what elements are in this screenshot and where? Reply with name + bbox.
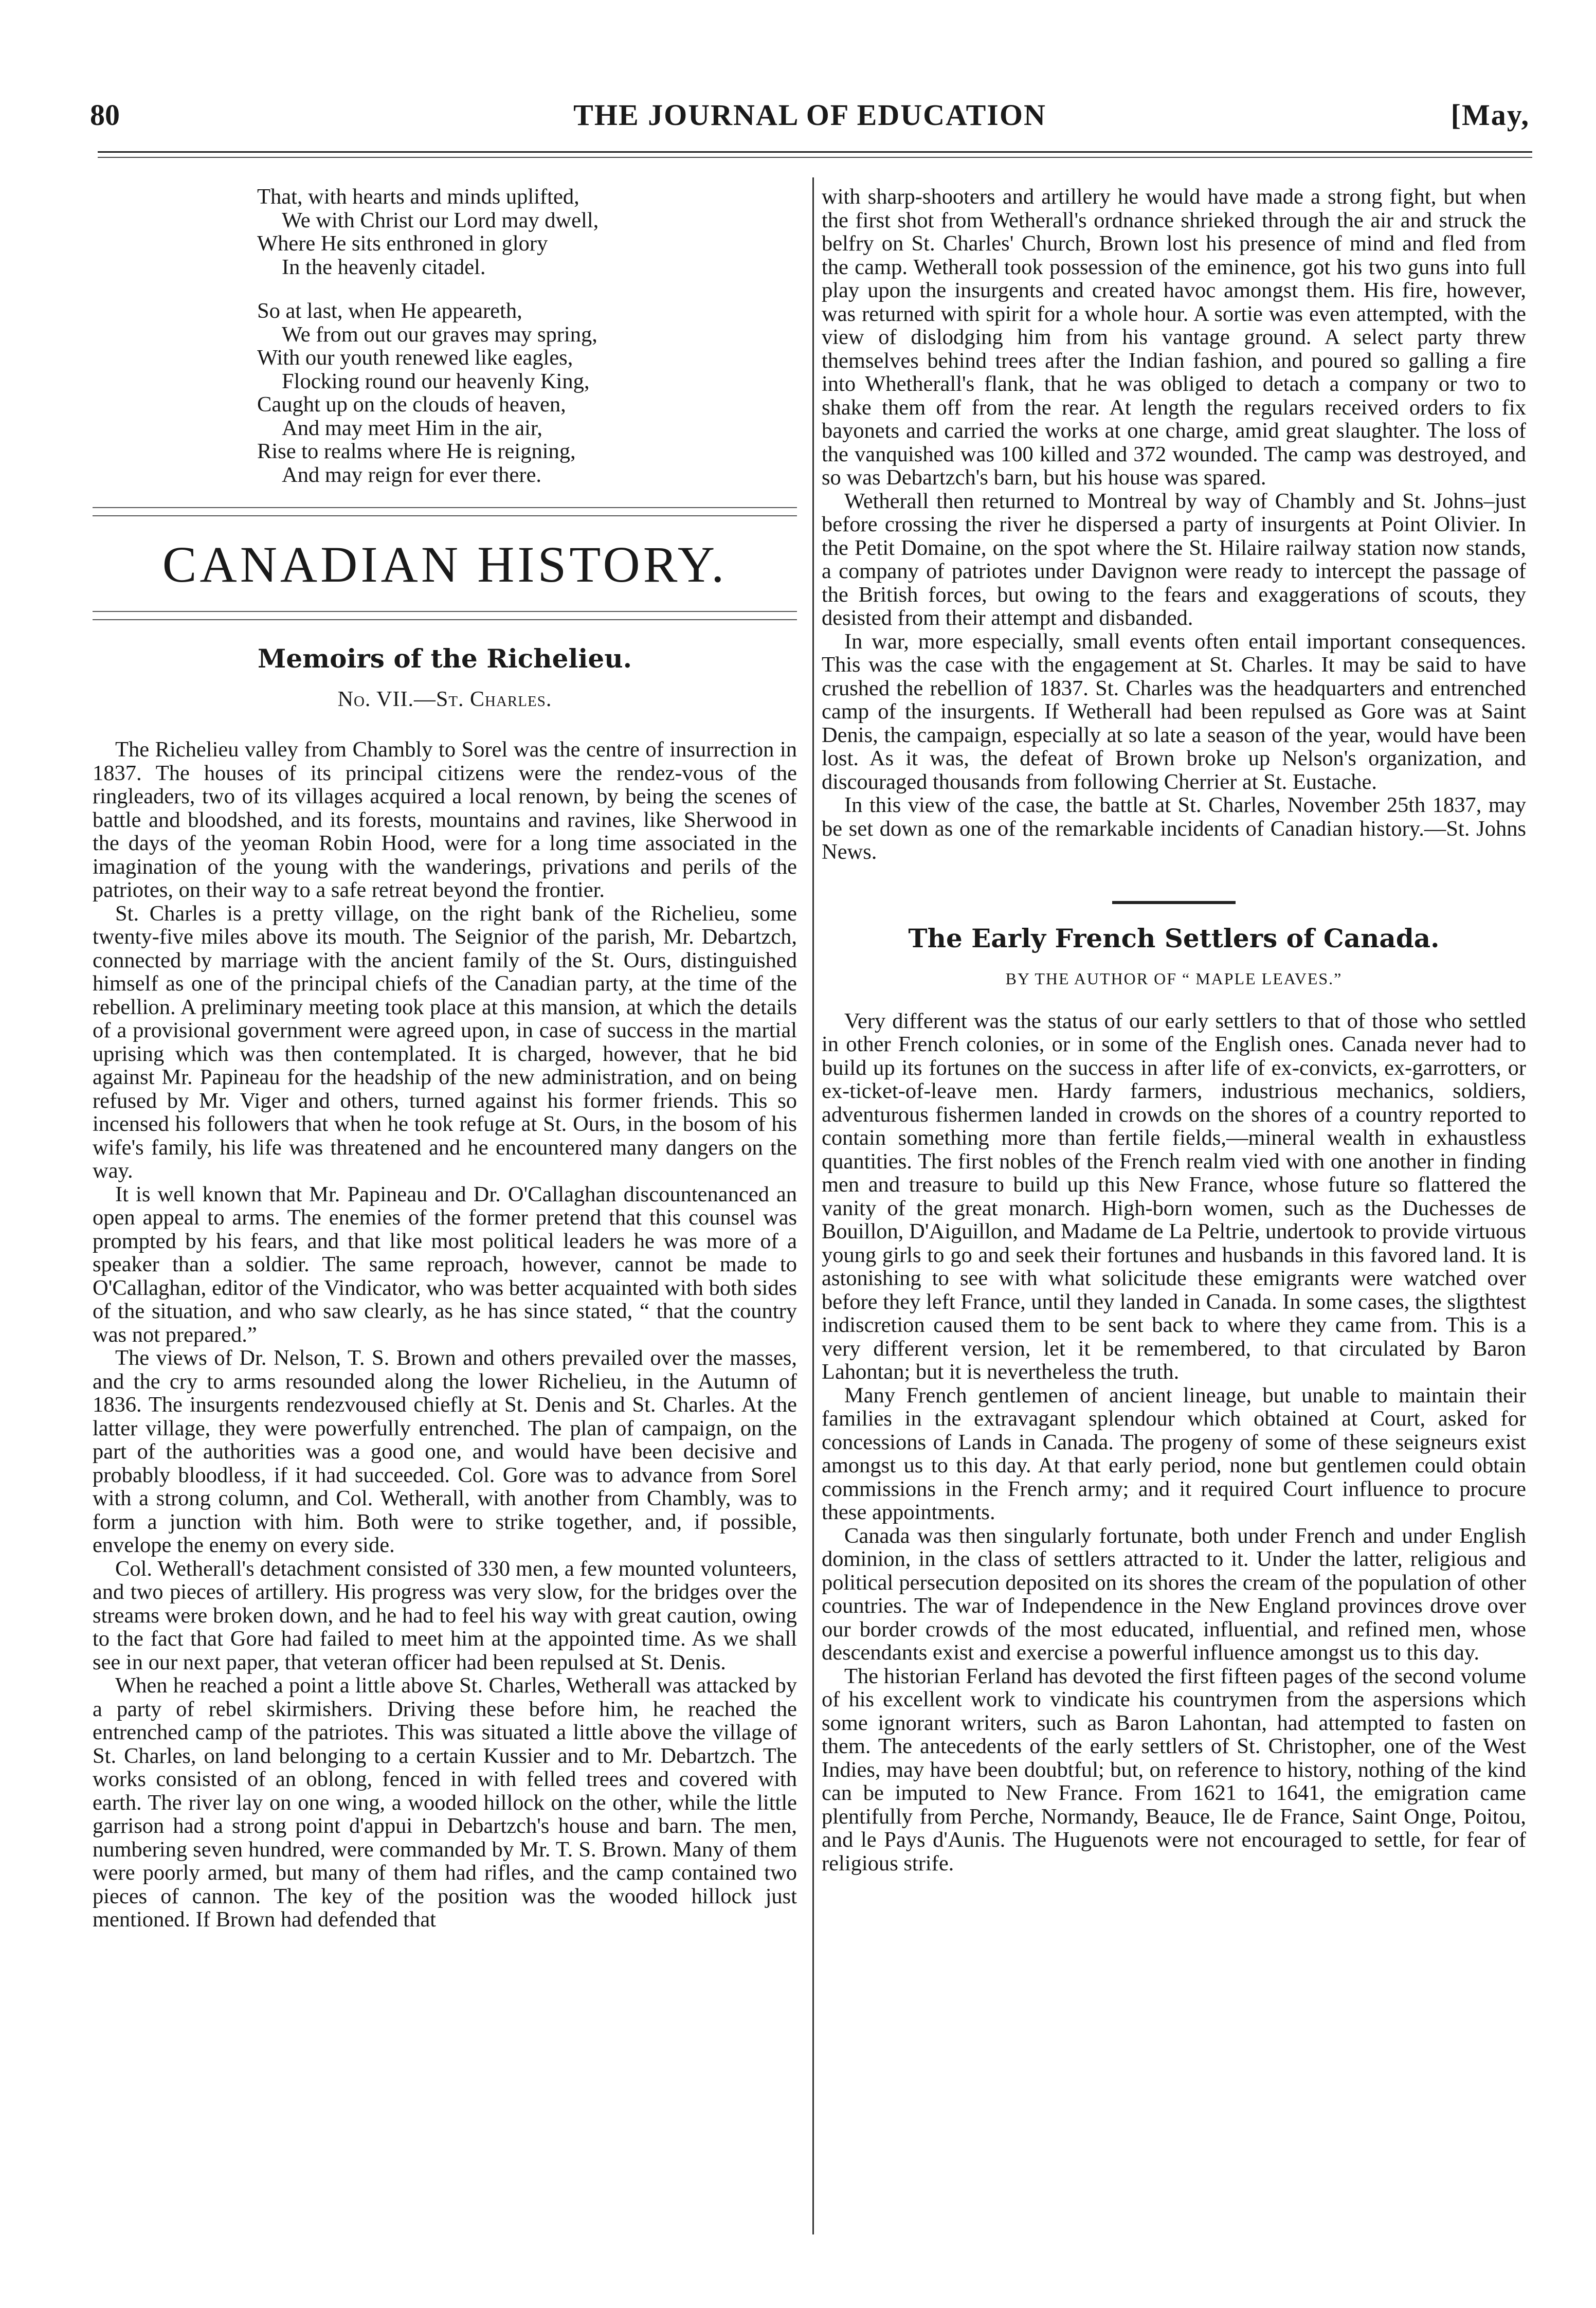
- paragraph: St. Charles is a pretty village, on the right bank of the Richelieu, some twenty-five miles above its mouth. The Seignior of the parish, Mr. Debartzch, connected by marriage with the ancient family of the St. Ours, distinguished himself as one of the principal chiefs of the Canadian party, at the time of the rebellion. A preliminary meeting took place at this mansion, at which the details of a provisional government were agreed upon, in case of success in the martial uprising which was then contemplated. It is charged, however, that he bid against Mr. Papineau for the headship of the new administration, and on being refused by Mr. Viger and others, turned against his former friends. This so incensed his followers that when he took refuge at St. Ours, in the bosom of his wife's family, his life was threatened and he encountered many dangers on the way.: [93, 901, 797, 1183]
- header-rule-thin: [98, 157, 1532, 158]
- article-title-memoirs: Memoirs of the Richelieu.: [258, 643, 632, 674]
- paragraph: Many French gentlemen of ancient lineage, but unable to maintain their families in the extravagant splendour which obtained at Court, asked for concessions of Lands in Canada. The progeny of some of these seigneurs exist amongst us to this day. At that early period, none but gentlemen could obtain commissions in the French army; and it required Court influence to procure these appointments.: [822, 1383, 1526, 1524]
- poem-stanza-2: [257, 299, 797, 486]
- poem-line: That, with hearts and minds uplifted,: [257, 185, 579, 209]
- poem-line: So at last, when He appeareth,: [257, 299, 522, 323]
- paragraph: Wetherall then returned to Montreal by way of Chambly and St. Johns–just before crossing the river he dispersed a party of insurgents at Point Olivier. In the Petit Domaine, on the spot where the St. Hilaire railway station now stands, a company of patriotes under Davignon were ready to intercept the passage of the British forces, but owing to the fears and exaggerations of scouts, they desisted from their attempt and disbanded.: [822, 489, 1526, 630]
- paragraph: The Richelieu valley from Chambly to Sorel was the centre of insurrection in 1837. The houses of its principal citizens were the rendez-vous of the ringleaders, two of its villages acquired a local renown, by being the scenes of battle and bloodshed, and its forests, mountains and ravines, like Sherwood in the days of the yeoman Robin Hood, were for a long time associated in the imagination of the young with the wanderings, privations and perils of the patriotes, on their way to a safe retreat beyond the frontier.: [93, 737, 797, 902]
- paragraph: Canada was then singularly fortunate, both under French and under English dominion, in the class of settlers attracted to it. Under the latter, religious and political persecution deposited on its shores the cream of the population of other countries. The war of Independence in the New England provinces drove over our border crowds of the most educated, influential, and refined men, whose descendants exist and exercise a powerful influence amongst us to this day.: [822, 1523, 1526, 1665]
- paragraph: with sharp-shooters and artillery he would have made a strong fight, but when the first shot from Wetherall's ordnance shrieked through the air and struck the belfry on St. Charles' Church, Brown lost his presence of mind and fled from the camp. Wetherall took possession of the eminence, got his two guns into full play upon the insurgents and created havoc amongst them. His fire, however, was returned with spirit for a whole hour. A sortie was even attempted, with the view of dislodging him from his vantage ground. A select party threw themselves behind trees after the Indian fashion, and poured so galling a fire into Whetherall's flank, that he was obliged to detach a company or two to shake them off from the rear. At length the regulars received orders to fix bayonets and carried the works at one charge, amid great slaughter. The loss of the vanquished was 100 killed and 372 wounded. The camp was destroyed, and so was Debartzch's barn, but his house was spared.: [822, 185, 1526, 490]
- poem-line: Where He sits enthroned in glory: [257, 231, 548, 256]
- paragraph: In this view of the case, the battle at St. Charles, November 25th 1837, may be set down as one of the remarkable incidents of Canadian history.—St. Johns News.: [822, 793, 1526, 864]
- poem-line: And may reign for ever there.: [282, 462, 542, 487]
- article-byline: BY THE AUTHOR OF “ MAPLE LEAVES.”: [1005, 969, 1343, 988]
- issue-month: [May,: [1450, 98, 1530, 132]
- poem-line: In the heavenly citadel.: [282, 255, 486, 279]
- page-number: 80: [90, 98, 120, 132]
- paragraph: When he reached a point a little above St. Charles, Wetherall was attacked by a party of rebel skirmishers. Driving these before him, he reached the entrenched camp of the patriotes. This was situated a little above the village of St. Charles, on land belonging to a certain Kussier and to Mr. Debartzch. The works consisted of an oblong, fenced in with felled trees and covered with earth. The river lay on one wing, a wooded hillock on the other, while the little garrison had a strong point d'appui in Debartzch's house and barn. The men, numbering seven hundred, were commanded by Mr. T. S. Brown. Many of them were poorly armed, but many of them had rifles, and the camp contained two pieces of cannon. The key of the position was the wooded hillock just mentioned. If Brown had defended that: [93, 1673, 797, 1932]
- poem-line: Caught up on the clouds of heaven,: [257, 392, 566, 417]
- left-column: [93, 185, 797, 1932]
- poem-stanza-1: [257, 185, 797, 279]
- paragraph: The historian Ferland has devoted the first fifteen pages of the second volume of his excellent work to vindicate his countrymen from the aspersions which some ignorant writers, such as Baron Lahontan, had attempted to fasten on them. The antecedents of the early settlers of St. Christopher, one of the West Indies, may have been doubtful; but, on reference to history, nothing of the kind can be imputed to New France. From 1621 to 1641, the emigration came plentifully from Perche, Normandy, Beauce, Ile de France, Saint Onge, Poitou, and le Pays d'Aunis. The Huguenots were not encouraged to settle, for fear of religious strife.: [822, 1664, 1526, 1876]
- section-title: CANADIAN HISTORY.: [162, 536, 728, 593]
- journal-title: THE JOURNAL OF EDUCATION: [573, 98, 1046, 132]
- paragraph: Very different was the status of our early settlers to that of those who settled in other French colonies, or in some of the English ones. Canada never had to build up its fortunes on the success in after life of ex-convicts, ex-garrotters, or ex-ticket-of-leave men. Hardy farmers, industrious mechanics, soldiers, adventurous fishermen landed in crowds on the shores of a country reported to contain something more than fertile fields,—mineral wealth in exhaustless quantities. The first nobles of the French realm vied with one another in finding men and treasure to build up this New France, whose future so flattered the vanity of the great monarch. High-born women, such as the Duchesses de Bouillon, D'Aiguillon, and Madame de La Peltrie, undertook to provide virtuous young girls to go and seek their fortunes and husbands in this favored land. It is astonishing to see with what solicitude these emigrants were watched over before they left France, until they landed in Canada. In some cases, the sligthtest indiscretion caused them to be sent back to where they came from. This is a very different version, let it be remembered, to that circulated by Baron Lahontan; but it is nevertheless the truth.: [822, 1008, 1526, 1384]
- right-column: [822, 185, 1526, 1875]
- poem-line: Flocking round our heavenly King,: [282, 369, 590, 393]
- article-separator: [1112, 901, 1236, 904]
- poem-line: With our youth renewed like eagles,: [257, 346, 573, 370]
- article-subtitle: No. VII.—St. Charles.: [337, 687, 552, 711]
- article-title-settlers: The Early French Settlers of Canada.: [908, 923, 1440, 953]
- poem-line: We from out our graves may spring,: [282, 322, 597, 347]
- column-divider: [812, 177, 814, 2234]
- paragraph: The views of Dr. Nelson, T. S. Brown and others prevailed over the masses, and the cry to arms resounded along the lower Richelieu, in the Autumn of 1836. The insurgents rendezvoused chiefly at St. Denis and St. Charles. At the latter village, they were powerfully entrenched. The plan of campaign, on the part of the authorities was a good one, and would have been decisive and probably bloodless, if it had succeeded. Col. Gore was to advance from Sorel with a strong column, and Col. Wetherall, with another from Chambly, was to form a junction with him. Both were to strike together, and, if possible, envelope the enemy on every side.: [93, 1346, 797, 1557]
- page-header: [90, 98, 1530, 139]
- poem-line: Rise to realms where He is reigning,: [257, 439, 576, 463]
- section-rule-bottom: [93, 611, 797, 620]
- paragraph: It is well known that Mr. Papineau and Dr. O'Callaghan discountenanced an open appeal to arms. The enemies of the former pretend that this counsel was prompted by his fears, and that like most political leaders he was more of a speaker than a soldier. The same reproach, however, cannot be made to O'Callaghan, editor of the Vindicator, who was better acquainted with both sides of the situation, and who saw clearly, as he has since stated, “ that the country was not prepared.”: [93, 1182, 797, 1347]
- section-rule-top: [93, 507, 797, 516]
- paragraph: In war, more especially, small events often entail important consequences. This was the case with the engagement at St. Charles. It may be said to have crushed the rebellion of 1837. St. Charles was the headquarters and entrenched camp of the insurgents. If Wetherall had been repulsed as Gore was at Saint Denis, the campaign, especially at so late a season of the year, would have been lost. As it was, the defeat of Brown broke up Nelson's organization, and discouraged thousands from following Cherrier at St. Eustache.: [822, 629, 1526, 794]
- poem-line: And may meet Him in the air,: [282, 416, 542, 440]
- poem-line: We with Christ our Lord may dwell,: [282, 208, 599, 232]
- header-rule: [98, 151, 1532, 153]
- paragraph: Col. Wetherall's detachment consisted of 330 men, a few mounted volunteers, and two pieces of artillery. His progress was very slow, for the bridges over the streams were broken down, and he had to feel his way with great caution, owing to the fact that Gore had failed to meet him at the appointed time. As we shall see in our next paper, that veteran officer had been repulsed at St. Denis.: [93, 1556, 797, 1674]
